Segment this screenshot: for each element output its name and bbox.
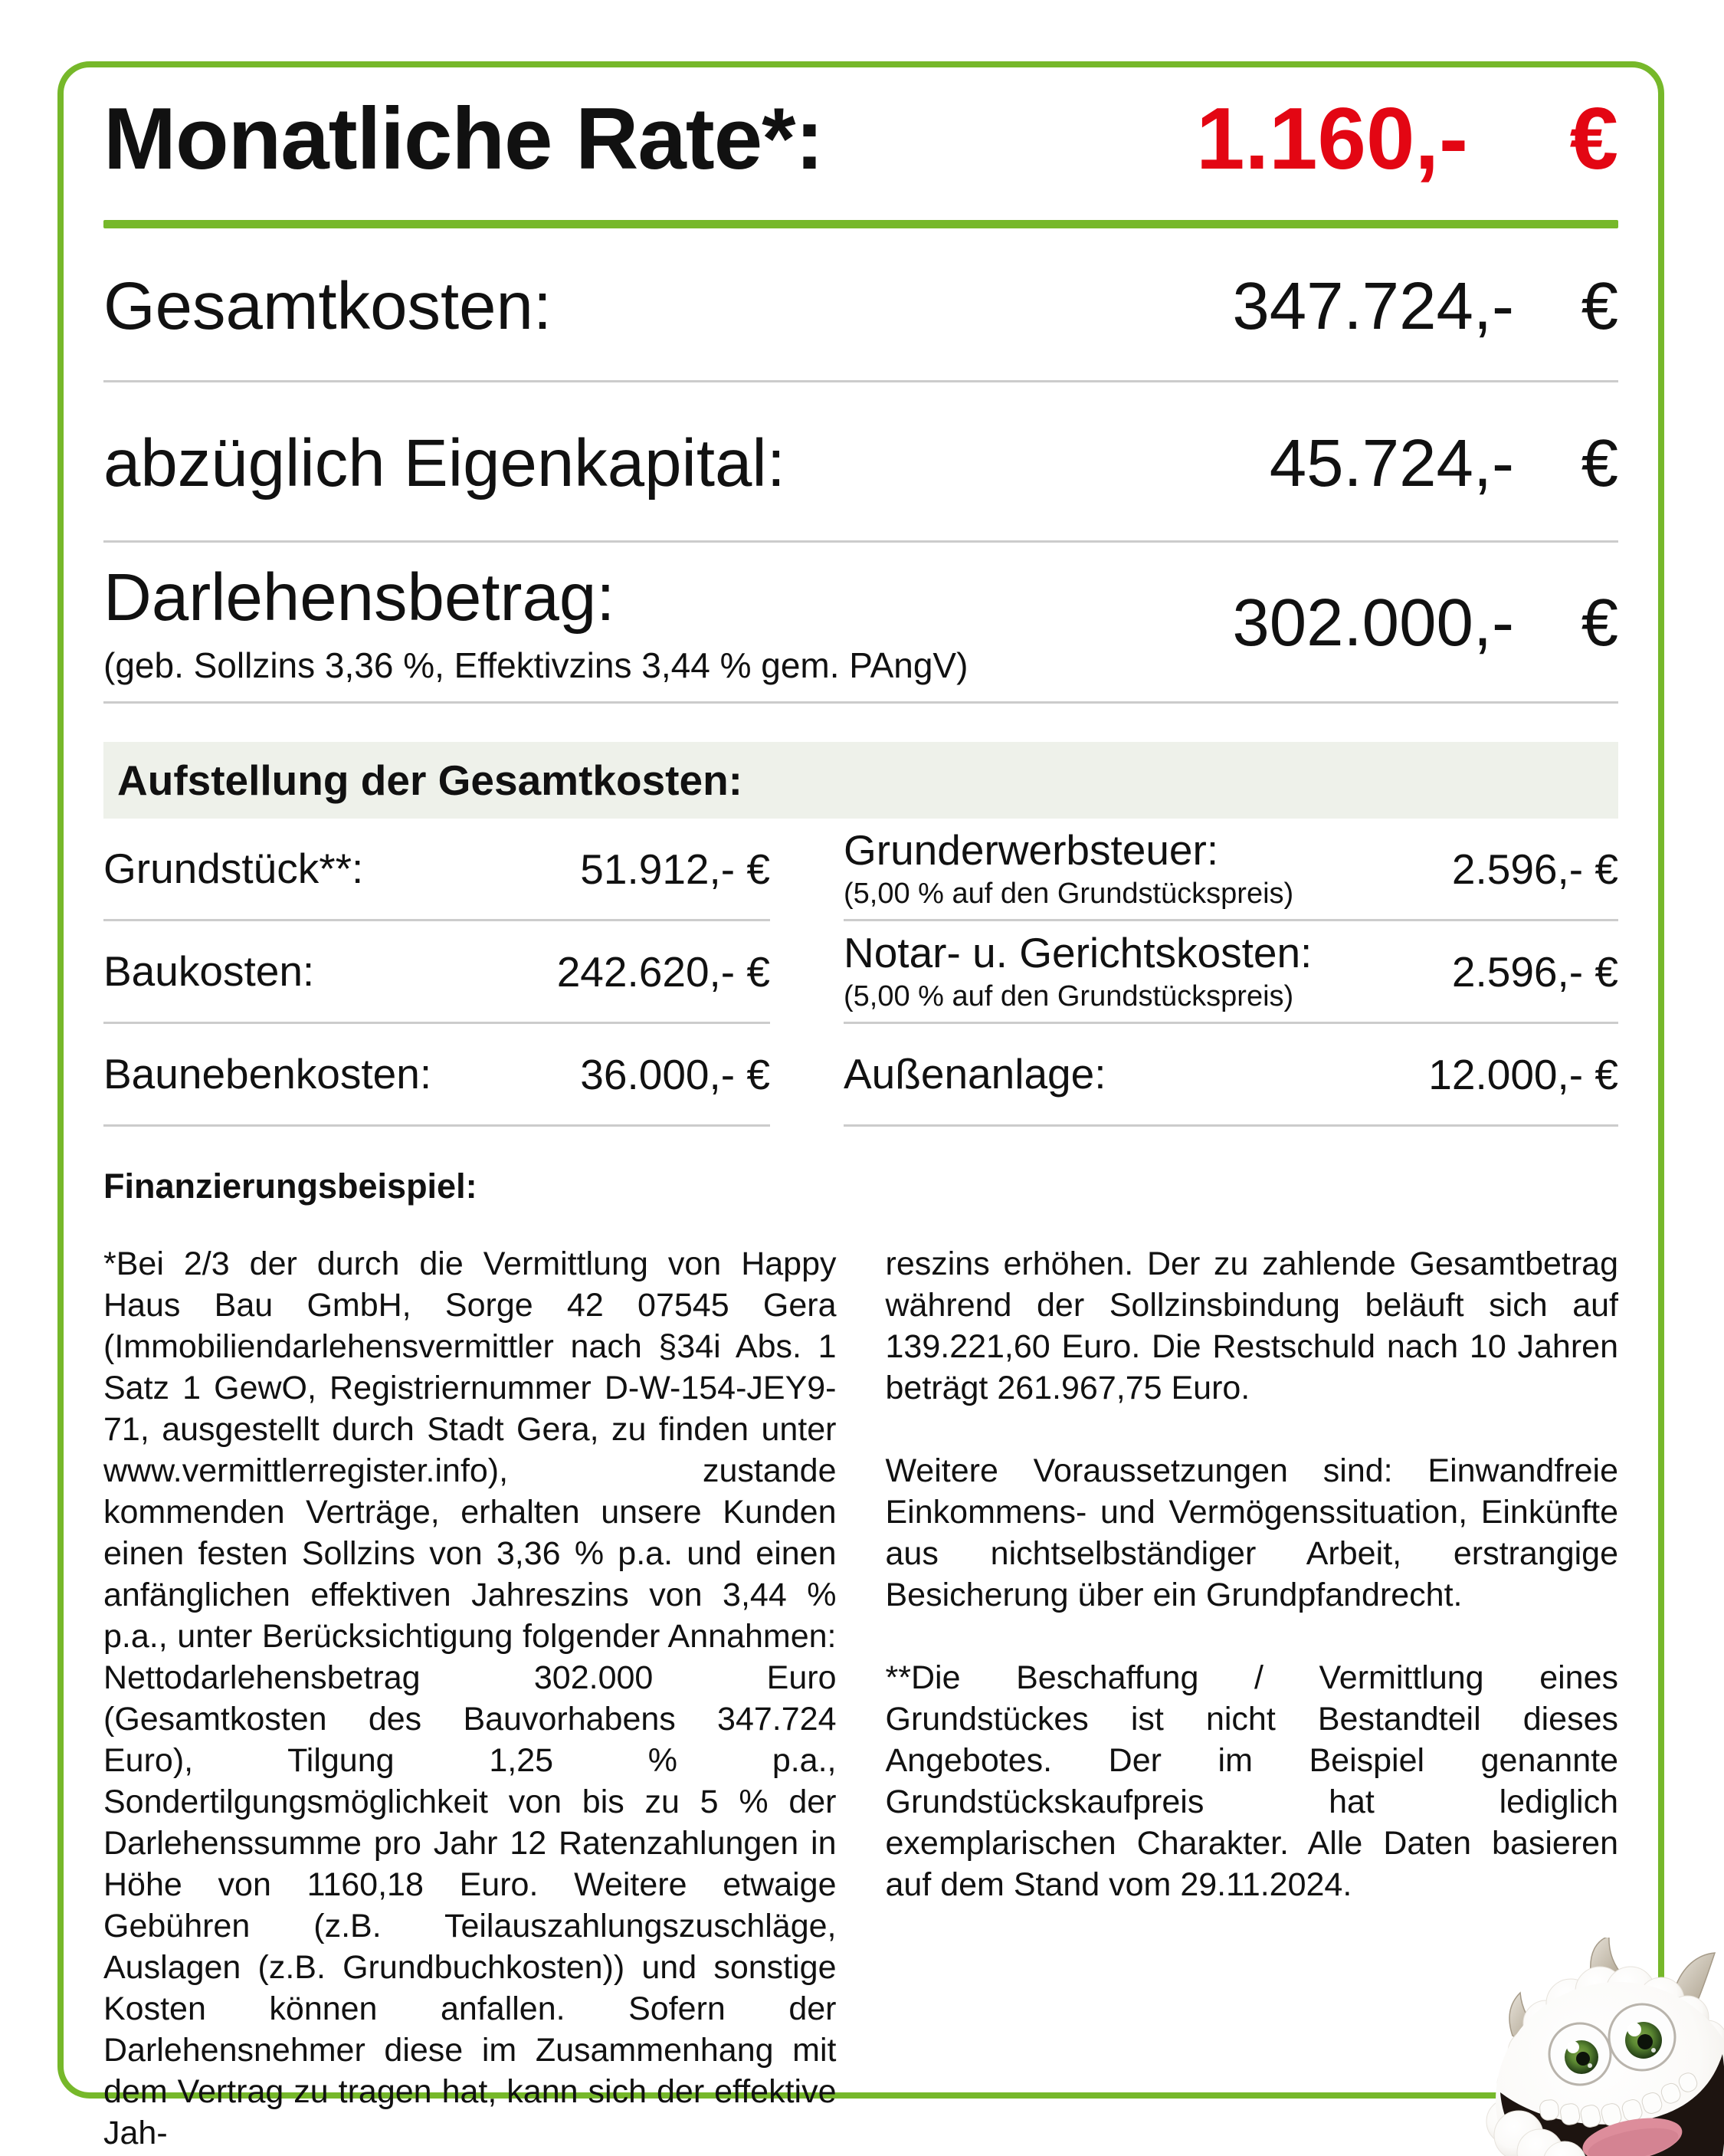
summary-row-label: Gesamtkosten: [103,269,552,344]
summary-row-eigenkapital [103,382,1618,543]
summary-row-amount: 45.724,- [1269,426,1514,501]
cost-item-note: (5,00 % auf den Grundstückspreis) [844,980,1294,1013]
monthly-rate-value [1196,89,1618,189]
cost-breakdown-title: Aufstellung der Gesamtkosten: [103,742,1618,819]
yeti-mascot-image [1479,1938,1724,2156]
cost-item-label: Notar- u. Gerichtskosten: [844,929,1313,977]
summary-row-amount: 302.000,- [1232,586,1514,661]
cost-item-baukosten [103,921,770,1024]
summary-row-darlehensbetrag [103,543,1618,704]
cost-item-value: 2.596,- € [1451,845,1618,893]
cost-item-label: Baukosten: [103,947,315,995]
currency-symbol: € [1581,269,1618,344]
cost-item-label: Baunebenkosten: [103,1049,432,1098]
cost-item-notar-gerichtskosten [844,921,1618,1024]
header [103,89,1618,189]
summary-row-gesamtkosten [103,228,1618,382]
fineprint-paragraph: reszins erhöhen. Der zu zahlende Gesamtbetrag während der Sollzinsbindung beläuft sich auf 139.221,60 Euro. Die Restschuld nach 10 Jahren beträgt 261.967,75 Euro. [885,1245,1618,1407]
financing-example-card [57,61,1664,2152]
cost-item-label: Außenanlage: [844,1049,1106,1098]
summary-row-label: abzüglich Eigenkapital: [103,426,785,501]
summary-row-note: (geb. Sollzins 3,36 %, Effektivzins 3,44 % gem. PAngV) [103,645,969,685]
cost-item-aussenanlage [844,1024,1618,1127]
fineprint-columns [103,1243,1618,2154]
cost-item-value: 36.000,- € [580,1050,770,1098]
currency-symbol: € [1581,426,1618,501]
fineprint-paragraph: **Die Beschaffung / Vermittlung eines Grundstückes ist nicht Bestandteil dieses Angebotes. Der im Beispiel genannte Grundstückskaufpreis hat lediglich exemplarischen Charakter. Alle Daten basieren auf dem Stand vom 29.11.2024. [885,1659,1618,1904]
cost-item-value: 51.912,- € [580,845,770,893]
cost-item-value: 12.000,- € [1428,1050,1618,1098]
cost-item-baunebenkosten [103,1024,770,1127]
cost-breakdown-section [103,742,1618,1127]
currency-symbol: € [1569,90,1618,188]
fineprint-heading: Finanzierungsbeispiel: [103,1167,477,1206]
currency-symbol: € [1581,586,1618,661]
cost-item-grundstueck [103,819,770,921]
cost-item-note: (5,00 % auf den Grundstückspreis) [844,878,1294,911]
fineprint-paragraph: Weitere Voraussetzungen sind: Einwandfreie Einkommens- und Vermögenssituation, Einkünfte aus nichtselbständiger Arbeit, erstrangige Besicherung über ein Grundpfandrecht. [885,1452,1618,1614]
summary-row-label: Darlehensbetrag: [103,560,615,635]
divider-green [103,220,1618,228]
monthly-rate-amount: 1.160,- [1196,90,1468,188]
cost-item-label: Grunderwerbsteuer: [844,826,1219,875]
cost-item-grunderwerbsteuer [844,819,1618,921]
cost-breakdown-table [103,819,1618,1127]
summary-row-amount: 347.724,- [1232,269,1514,344]
cost-item-value: 242.620,- € [556,947,770,996]
page-title: Monatliche Rate*: [103,90,824,188]
fineprint-paragraph: *Bei 2/3 der durch die Vermittlung von Happy Haus Bau GmbH, Sorge 42 07545 Gera (Immobiliendarlehensvermittler nach §34i Abs. 1 Satz 1 GewO, Registriernummer D-W-154-JEY9-71, ausgestellt durch Stadt Gera, zu finden unter www.vermittlerregister.info), zustande kommenden Verträge, erhalten unsere Kunden einen festen Sollzins von 3,36 % p.a. und einen anfänglichen effektiven Jahreszins von 3,44 % p.a., unter Berücksichtigung folgender Annahmen: Nettodarlehensbetrag 302.000 Euro (Gesamtkosten des Bauvorhabens 347.724 Euro), Tilgung 1,25 % p.a., Sondertilgungsmöglichkeit von bis zu 5 % der Darlehenssumme pro Jahr 12 Ratenzahlungen in Höhe von 1160,18 Euro. Weitere etwaige Gebühren (z.B. Teilauszahlungszuschläge, Auslagen (z.B. Grundbuchkosten)) und sonstige Kosten können anfallen. Sofern der Darlehensnehmer diese im Zusammenhang mit dem Vertrag zu tragen hat, kann sich der effektive Jah- [103,1245,837,2152]
cost-item-value: 2.596,- € [1451,947,1618,996]
fineprint-left-column [103,1243,837,2154]
cost-item-label: Grundstück**: [103,844,364,892]
